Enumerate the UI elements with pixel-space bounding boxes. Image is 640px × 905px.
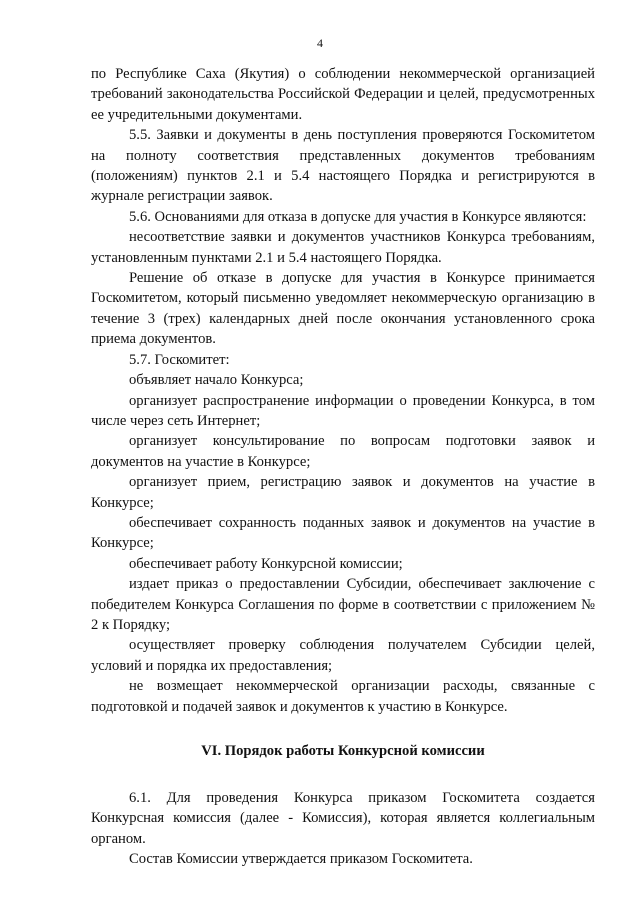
list-item: обеспечивает сохранность поданных заявок и документов на участие в Конкурсе; — [91, 514, 595, 552]
paragraph: 6.1. Для проведения Конкурса приказом Госкомитета создается Конкурсная комиссия (далее - Комиссия), которая является коллегиальным органом. — [91, 790, 595, 847]
list-item: не возмещает некоммерческой организации расходы, связанные с подготовкой и подачей заявок и документов к участию в Конкурсе. — [91, 678, 595, 715]
list-item: обеспечивает работу Конкурсной комиссии; — [129, 555, 403, 572]
list-item: издает приказ о предоставлении Субсидии, обеспечивает заключение с победителем Конкурса Соглашения по форме в соответствии с приложением № 2 к Порядку; — [91, 576, 595, 633]
paragraph: несоответствие заявки и документов участников Конкурса требованиям, установленным пунктами 2.1 и 5.4 настоящего Порядка. — [91, 229, 595, 266]
paragraph: 5.7. Госкомитет: — [129, 351, 230, 368]
paragraph: по Республике Саха (Якутия) о соблюдении некоммерческой организацией требований законодательства Российской Федерации и целей, предусмотренных ее учредительными документами. — [91, 66, 595, 123]
paragraph: Решение об отказе в допуске для участия в Конкурсе принимается Госкомитетом, который письменно уведомляет некоммерческую организацию в течение 3 (трех) календарных дней после окончания установленного срока приема документов. — [91, 270, 595, 348]
list-item: организует консультирование по вопросам подготовки заявок и документов на участие в Конкурсе; — [91, 433, 595, 470]
list-item: объявляет начало Конкурса; — [129, 372, 304, 389]
list-item: осуществляет проверку соблюдения получателем Субсидии целей, условий и порядка их предоставления; — [91, 637, 595, 674]
paragraph: 5.6. Основаниями для отказа в допуске для участия в Конкурсе являются: — [129, 208, 587, 225]
section-heading: VI. Порядок работы Конкурсной комиссии — [201, 743, 485, 759]
list-item: организует прием, регистрацию заявок и документов на участие в Конкурсе; — [91, 474, 595, 511]
list-item: организует распространение информации о проведении Конкурса, в том числе через сеть Интернет; — [91, 392, 595, 429]
paragraph: Состав Комиссии утверждается приказом Госкомитета. — [129, 851, 473, 868]
paragraph: 5.5. Заявки и документы в день поступления проверяются Госкомитетом на полноту соответствия представленных документов требованиям (положениям) пунктов 2.1 и 5.4 настоящего Порядка и регистрируются в журнале регистрации заявок. — [91, 127, 595, 205]
page-number: 4 — [317, 36, 323, 50]
document-body — [91, 64, 595, 870]
